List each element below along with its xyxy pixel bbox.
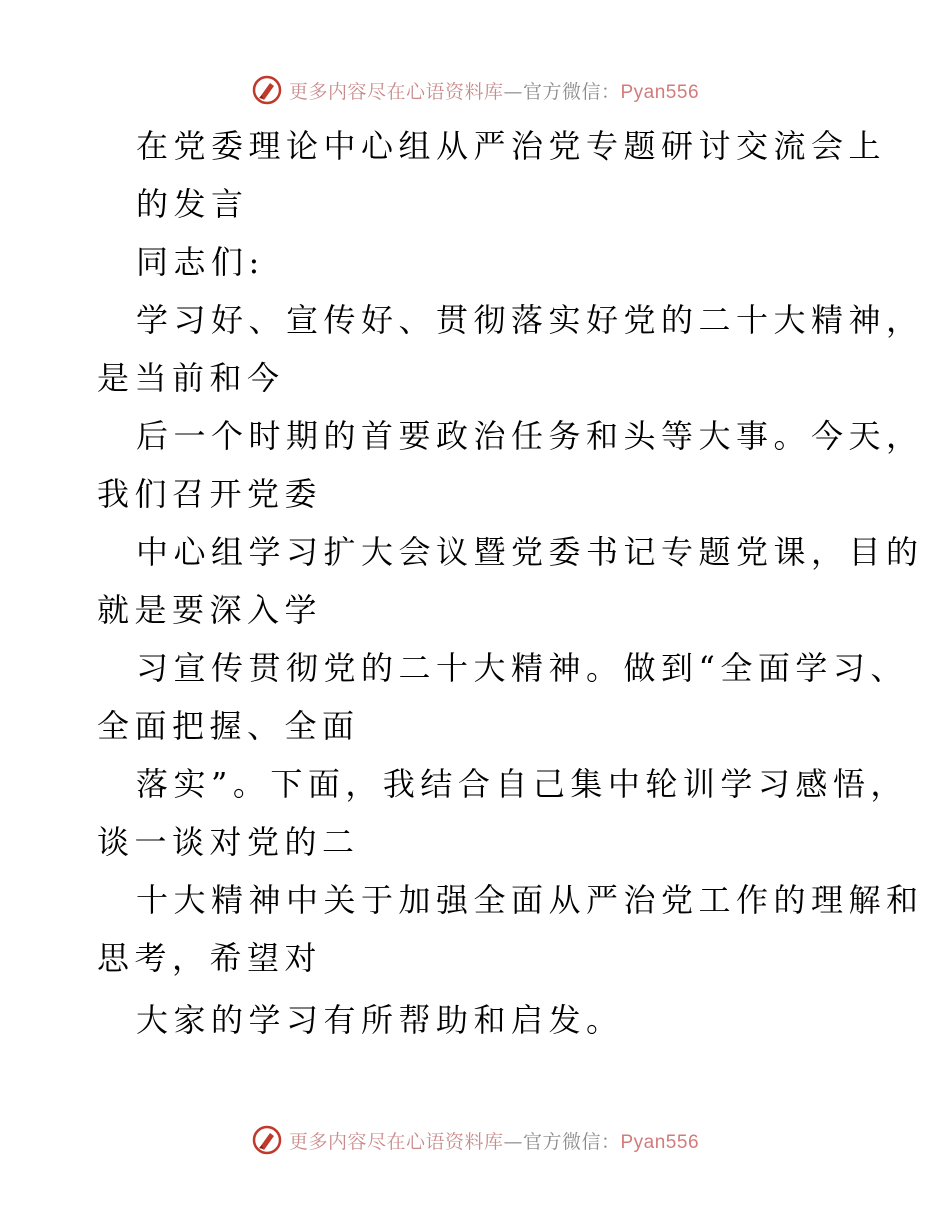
pen-nib-logo-icon bbox=[251, 1124, 283, 1156]
document-title-line-2: 的发言 bbox=[136, 185, 249, 223]
paragraph-line: 全面把握、全面 bbox=[97, 707, 360, 745]
watermark-dash: — bbox=[503, 1130, 523, 1153]
paragraph-line: 习宣传贯彻党的二十大精神。做到“全面学习、 bbox=[136, 649, 908, 687]
watermark-contact-label: 官方微信： bbox=[522, 80, 621, 103]
paragraph-line: 思考，希望对 bbox=[97, 939, 323, 977]
watermark-dash: — bbox=[503, 80, 523, 103]
paragraph-line: 落实”。下面，我结合自己集中轮训学习感悟， bbox=[136, 765, 908, 803]
paragraph-line: 谈一谈对党的二 bbox=[97, 823, 360, 861]
watermark-contact-id: Pyan556 bbox=[620, 1131, 700, 1153]
paragraph-line: 大家的学习有所帮助和启发。 bbox=[136, 1001, 624, 1039]
paragraph-line: 是当前和今 bbox=[97, 359, 285, 397]
paragraph-line: 我们召开党委 bbox=[97, 475, 323, 513]
pen-nib-logo-icon bbox=[251, 74, 283, 106]
watermark-brand: 更多内容尽在心语资料库 bbox=[288, 80, 504, 103]
header-watermark bbox=[0, 70, 950, 110]
paragraph-line: 中心组学习扩大会议暨党委书记专题党课，目的 bbox=[136, 533, 924, 571]
footer-watermark bbox=[0, 1120, 950, 1160]
watermark-contact-id: Pyan556 bbox=[620, 81, 700, 103]
paragraph-line: 十大精神中关于加强全面从严治党工作的理解和 bbox=[136, 881, 924, 919]
salutation: 同志们: bbox=[136, 243, 265, 281]
paragraph-line: 学习好、宣传好、贯彻落实好党的二十大精神， bbox=[136, 301, 924, 339]
document-title-line-1: 在党委理论中心组从严治党专题研讨交流会上 bbox=[136, 127, 887, 165]
watermark-contact-label: 官方微信： bbox=[522, 1130, 621, 1153]
watermark-brand: 更多内容尽在心语资料库 bbox=[288, 1130, 504, 1153]
paragraph-line: 就是要深入学 bbox=[97, 591, 323, 629]
paragraph-line: 后一个时期的首要政治任务和头等大事。今天， bbox=[136, 417, 924, 455]
